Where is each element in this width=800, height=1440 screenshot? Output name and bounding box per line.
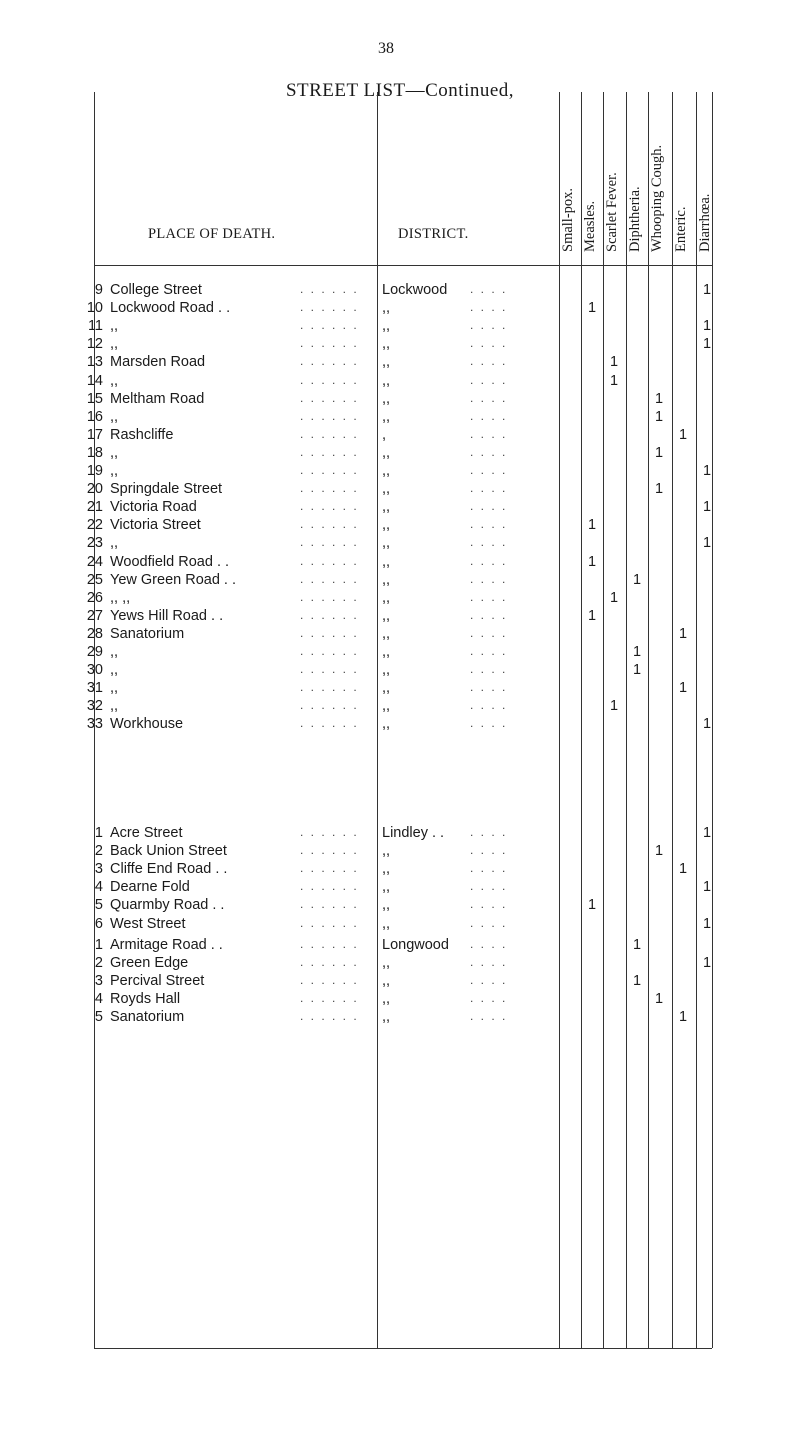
district: ,,	[382, 589, 391, 606]
leader-dots: . . . .	[470, 372, 508, 387]
leader-dots: . . . .	[470, 716, 508, 731]
place-of-death: Springdale Street	[110, 481, 223, 498]
case-count: 1	[654, 481, 664, 498]
district: ,,	[382, 1009, 391, 1026]
district-header: DISTRICT.	[398, 226, 469, 242]
row-number: 3	[94, 861, 103, 878]
leader-dots: . . . . . .	[300, 698, 359, 713]
case-count: 1	[587, 517, 597, 534]
leader-dots: . . . . . .	[300, 571, 359, 586]
table-row	[0, 1009, 800, 1027]
district: ,,	[382, 535, 391, 552]
leader-dots: . . . . . .	[300, 589, 359, 604]
leader-dots: . . . .	[470, 644, 508, 658]
row-number: 18	[86, 444, 103, 461]
leader-dots: . . . . . .	[300, 282, 359, 296]
leader-dots: . . . . . .	[300, 300, 359, 315]
row-number: 31	[86, 680, 103, 697]
table-row	[0, 554, 800, 572]
place-of-death: Armitage Road . .	[110, 937, 223, 953]
row-number: 22	[86, 517, 103, 534]
row-number: 11	[87, 318, 103, 335]
table-row	[0, 499, 800, 517]
leader-dots: . . . .	[470, 354, 508, 369]
leader-dots: . . . .	[470, 937, 508, 951]
leader-dots: . . . .	[470, 282, 508, 296]
disease-header: Whooping Cough.	[649, 144, 665, 252]
place-of-death: Woodfield Road . .	[110, 553, 230, 570]
table-row	[0, 680, 800, 698]
place-of-death: Victoria Road	[110, 499, 197, 516]
row-number: 4	[94, 991, 103, 1008]
column-rule	[603, 92, 604, 1348]
leader-dots: . . . . . .	[300, 843, 359, 858]
district: ,,	[382, 318, 391, 335]
case-count: 1	[678, 426, 688, 443]
leader-dots: . . . . . .	[300, 499, 359, 514]
table-row	[0, 445, 800, 463]
column-rule	[712, 92, 713, 1348]
case-count: 1	[587, 607, 597, 624]
leader-dots: . . . . . .	[300, 716, 359, 731]
table-row	[0, 590, 800, 608]
table-row	[0, 973, 800, 991]
place-of-death: West Street	[110, 915, 186, 932]
row-number: 17	[86, 426, 103, 443]
leader-dots: . . . . . .	[300, 426, 359, 441]
district: ,,	[382, 879, 391, 896]
case-count: 1	[702, 282, 712, 298]
place-of-death: ,,	[110, 318, 119, 335]
district: ,,	[382, 517, 391, 534]
table-row	[0, 861, 800, 879]
case-count: 1	[609, 698, 619, 715]
table-row	[0, 897, 800, 915]
leader-dots: . . . .	[470, 426, 508, 441]
row-number: 5	[94, 897, 103, 914]
leader-dots: . . . .	[470, 607, 508, 622]
case-count: 1	[632, 571, 642, 588]
leader-dots: . . . .	[470, 843, 508, 858]
place-of-death: Lockwood Road . .	[110, 300, 231, 317]
district: ,,	[382, 843, 391, 860]
district: ,,	[382, 861, 391, 878]
leader-dots: . . . .	[470, 589, 508, 604]
table-row	[0, 825, 800, 843]
row-number: 28	[86, 625, 103, 642]
column-rule	[696, 92, 697, 1348]
case-count: 1	[678, 625, 688, 642]
case-count: 1	[609, 354, 619, 371]
district: ,,	[382, 300, 391, 317]
case-count: 1	[702, 463, 712, 479]
district: ,,	[382, 991, 391, 1008]
leader-dots: . . . . . .	[300, 354, 359, 369]
table-row	[0, 336, 800, 354]
row-number: 5	[94, 1009, 103, 1026]
leader-dots: . . . .	[470, 390, 508, 405]
table-row	[0, 608, 800, 626]
place-of-death: ,,	[110, 336, 119, 353]
case-count: 1	[678, 1009, 688, 1026]
district: ,,	[382, 408, 391, 425]
leader-dots: . . . .	[470, 973, 508, 988]
row-number: 9	[94, 282, 103, 298]
leader-dots: . . . . . .	[300, 372, 359, 387]
row-number: 30	[86, 662, 103, 679]
case-count: 1	[678, 680, 688, 697]
table-row	[0, 716, 800, 734]
table-row	[0, 535, 800, 553]
district: ,,	[382, 481, 391, 498]
place-of-death: ,,	[110, 463, 119, 479]
row-number: 27	[86, 607, 103, 624]
table-row	[0, 698, 800, 716]
table-row	[0, 409, 800, 427]
place-of-death: Acre Street	[110, 825, 183, 841]
case-count: 1	[654, 991, 664, 1008]
case-count: 1	[587, 300, 597, 317]
row-number: 25	[86, 571, 103, 588]
place-of-death: ,,	[110, 535, 119, 552]
row-number: 1	[94, 937, 103, 953]
table-row	[0, 572, 800, 590]
table-row	[0, 517, 800, 535]
table-row	[0, 300, 800, 318]
leader-dots: . . . . . .	[300, 879, 359, 894]
case-count: 1	[702, 336, 712, 353]
place-of-death: ,,	[110, 408, 119, 425]
district: ,	[382, 426, 387, 443]
row-number: 6	[94, 915, 103, 932]
row-number: 15	[86, 390, 103, 407]
leader-dots: . . . .	[470, 915, 508, 930]
column-rule	[559, 92, 560, 1348]
leader-dots: . . . .	[470, 825, 508, 839]
disease-header: Enteric.	[673, 206, 689, 252]
leader-dots: . . . .	[470, 444, 508, 459]
leader-dots: . . . . . .	[300, 1009, 359, 1024]
leader-dots: . . . . . .	[300, 408, 359, 423]
place-of-death: College Street	[110, 282, 202, 298]
column-rule	[581, 92, 582, 1348]
leader-dots: . . . . . .	[300, 973, 359, 988]
case-count: 1	[632, 937, 642, 953]
case-count: 1	[609, 372, 619, 389]
district: ,,	[382, 716, 391, 733]
row-number: 24	[86, 553, 103, 570]
row-number: 2	[94, 955, 103, 972]
table-row	[0, 373, 800, 391]
leader-dots: . . . .	[470, 698, 508, 713]
table-row	[0, 463, 800, 481]
header-rule	[94, 265, 712, 266]
place-of-death: ,,	[110, 698, 119, 715]
leader-dots: . . . . . .	[300, 825, 359, 839]
leader-dots: . . . . . .	[300, 915, 359, 930]
row-number: 26	[86, 589, 103, 606]
place-of-death: Marsden Road	[110, 354, 206, 371]
leader-dots: . . . . . .	[300, 517, 359, 532]
place-of-death: Percival Street	[110, 973, 205, 990]
disease-header: Small-pox.	[560, 187, 576, 252]
district: ,,	[382, 336, 391, 353]
leader-dots: . . . .	[470, 535, 508, 550]
leader-dots: . . . .	[470, 336, 508, 351]
leader-dots: . . . . . .	[300, 535, 359, 550]
district: Lindley . .	[382, 825, 445, 841]
place-of-death: Green Edge	[110, 955, 189, 972]
case-count: 1	[654, 444, 664, 461]
table-row	[0, 644, 800, 662]
district: ,,	[382, 390, 391, 407]
district: ,,	[382, 955, 391, 972]
case-count: 1	[632, 662, 642, 679]
case-count: 1	[609, 589, 619, 606]
table-row	[0, 662, 800, 680]
leader-dots: . . . . . .	[300, 991, 359, 1006]
place-header: PLACE OF DEATH.	[148, 226, 276, 242]
place-of-death: ,,	[110, 444, 119, 461]
table-row	[0, 481, 800, 499]
district: Lockwood	[382, 282, 448, 298]
place-of-death: ,, ,,	[110, 589, 131, 606]
disease-header: Measles.	[582, 200, 598, 252]
place-of-death: ,,	[110, 662, 119, 679]
place-of-death: Cliffe End Road . .	[110, 861, 228, 878]
case-count: 1	[678, 861, 688, 878]
leader-dots: . . . . . .	[300, 318, 359, 333]
row-number: 19	[86, 463, 103, 479]
district: ,,	[382, 973, 391, 990]
case-count: 1	[632, 644, 642, 660]
district: ,,	[382, 897, 391, 914]
leader-dots: . . . .	[470, 553, 508, 568]
leader-dots: . . . .	[470, 571, 508, 586]
leader-dots: . . . .	[470, 897, 508, 912]
district: ,,	[382, 607, 391, 624]
leader-dots: . . . . . .	[300, 680, 359, 695]
district: ,,	[382, 662, 391, 679]
district: ,,	[382, 680, 391, 697]
place-of-death: Rashcliffe	[110, 426, 174, 443]
district: ,,	[382, 698, 391, 715]
case-count: 1	[702, 915, 712, 932]
table-row	[0, 843, 800, 861]
table-row	[0, 626, 800, 644]
row-number: 4	[94, 879, 103, 896]
place-of-death: Workhouse	[110, 716, 184, 733]
district: ,,	[382, 463, 391, 479]
place-of-death: ,,	[110, 644, 119, 660]
table-row	[0, 955, 800, 973]
column-rule	[377, 92, 378, 1348]
table-row	[0, 354, 800, 372]
district: ,,	[382, 644, 391, 660]
leader-dots: . . . . . .	[300, 390, 359, 405]
row-number: 20	[86, 481, 103, 498]
column-rule	[648, 92, 649, 1348]
row-number: 16	[86, 408, 103, 425]
row-number: 21	[86, 499, 103, 516]
leader-dots: . . . .	[470, 680, 508, 695]
case-count: 1	[702, 955, 712, 972]
page-title: STREET LIST—Continued,	[285, 80, 515, 101]
case-count: 1	[702, 825, 712, 841]
leader-dots: . . . .	[470, 861, 508, 876]
row-number: 33	[86, 716, 103, 733]
place-of-death: Sanatorium	[110, 1009, 185, 1026]
bottom-rule	[94, 1348, 712, 1349]
case-count: 1	[587, 897, 597, 914]
leader-dots: . . . .	[470, 662, 508, 677]
row-number: 2	[94, 843, 103, 860]
place-of-death: Meltham Road	[110, 390, 205, 407]
leader-dots: . . . . . .	[300, 937, 359, 951]
case-count: 1	[654, 843, 664, 860]
disease-header: Scarlet Fever.	[604, 172, 620, 252]
table-row	[0, 391, 800, 409]
place-of-death: ,,	[110, 680, 119, 697]
column-rule	[94, 92, 95, 1348]
leader-dots: . . . .	[470, 318, 508, 333]
leader-dots: . . . . . .	[300, 444, 359, 459]
leader-dots: . . . .	[470, 1009, 508, 1024]
leader-dots: . . . . . .	[300, 861, 359, 876]
case-count: 1	[702, 535, 712, 552]
row-number: 29	[86, 644, 103, 660]
table-row	[0, 916, 800, 934]
table-row	[0, 991, 800, 1009]
column-rule	[672, 92, 673, 1348]
case-count: 1	[654, 390, 664, 407]
district: ,,	[382, 571, 391, 588]
leader-dots: . . . .	[470, 499, 508, 514]
place-of-death: Quarmby Road . .	[110, 897, 225, 914]
district: ,,	[382, 354, 391, 371]
disease-header: Diphtheria.	[627, 186, 643, 252]
district: ,,	[382, 553, 391, 570]
district: ,,	[382, 625, 391, 642]
leader-dots: . . . . . .	[300, 662, 359, 677]
leader-dots: . . . . . .	[300, 897, 359, 912]
case-count: 1	[587, 553, 597, 570]
leader-dots: . . . .	[470, 991, 508, 1006]
place-of-death: Yews Hill Road . .	[110, 607, 224, 624]
table-row	[0, 318, 800, 336]
row-number: 23	[86, 535, 103, 552]
row-number: 14	[86, 372, 103, 389]
leader-dots: . . . .	[470, 517, 508, 532]
leader-dots: . . . .	[470, 408, 508, 423]
place-of-death: Victoria Street	[110, 517, 201, 534]
column-rule	[626, 92, 627, 1348]
case-count: 1	[702, 318, 712, 335]
row-number: 32	[86, 698, 103, 715]
table-row	[0, 427, 800, 445]
district: ,,	[382, 915, 391, 932]
district: ,,	[382, 372, 391, 389]
case-count: 1	[632, 973, 642, 990]
case-count: 1	[702, 716, 712, 733]
leader-dots: . . . .	[470, 955, 508, 970]
district: ,,	[382, 499, 391, 516]
case-count: 1	[702, 499, 712, 516]
leader-dots: . . . . . .	[300, 463, 359, 477]
leader-dots: . . . . . .	[300, 553, 359, 568]
page-number: 38	[378, 40, 394, 57]
district: Longwood	[382, 937, 449, 953]
row-number: 3	[94, 973, 103, 990]
leader-dots: . . . . . .	[300, 955, 359, 970]
leader-dots: . . . .	[470, 300, 508, 315]
leader-dots: . . . .	[470, 625, 508, 640]
table-row	[0, 937, 800, 955]
leader-dots: . . . .	[470, 463, 508, 477]
case-count: 1	[654, 408, 664, 425]
row-number: 12	[86, 336, 103, 353]
leader-dots: . . . . . .	[300, 607, 359, 622]
place-of-death: ,,	[110, 372, 119, 389]
table-row	[0, 879, 800, 897]
case-count: 1	[702, 879, 712, 896]
row-number: 10	[86, 300, 103, 317]
place-of-death: Royds Hall	[110, 991, 181, 1008]
district: ,,	[382, 444, 391, 461]
row-number: 13	[86, 354, 103, 371]
leader-dots: . . . . . .	[300, 481, 359, 496]
place-of-death: Yew Green Road . .	[110, 571, 237, 588]
place-of-death: Back Union Street	[110, 843, 227, 860]
leader-dots: . . . . . .	[300, 336, 359, 351]
disease-header: Diarrhœa.	[697, 193, 713, 252]
row-number: 1	[94, 825, 103, 841]
leader-dots: . . . .	[470, 481, 508, 496]
place-of-death: Sanatorium	[110, 625, 185, 642]
table-row	[0, 282, 800, 300]
leader-dots: . . . . . .	[300, 625, 359, 640]
place-of-death: Dearne Fold	[110, 879, 190, 896]
leader-dots: . . . . . .	[300, 644, 359, 658]
leader-dots: . . . .	[470, 879, 508, 894]
